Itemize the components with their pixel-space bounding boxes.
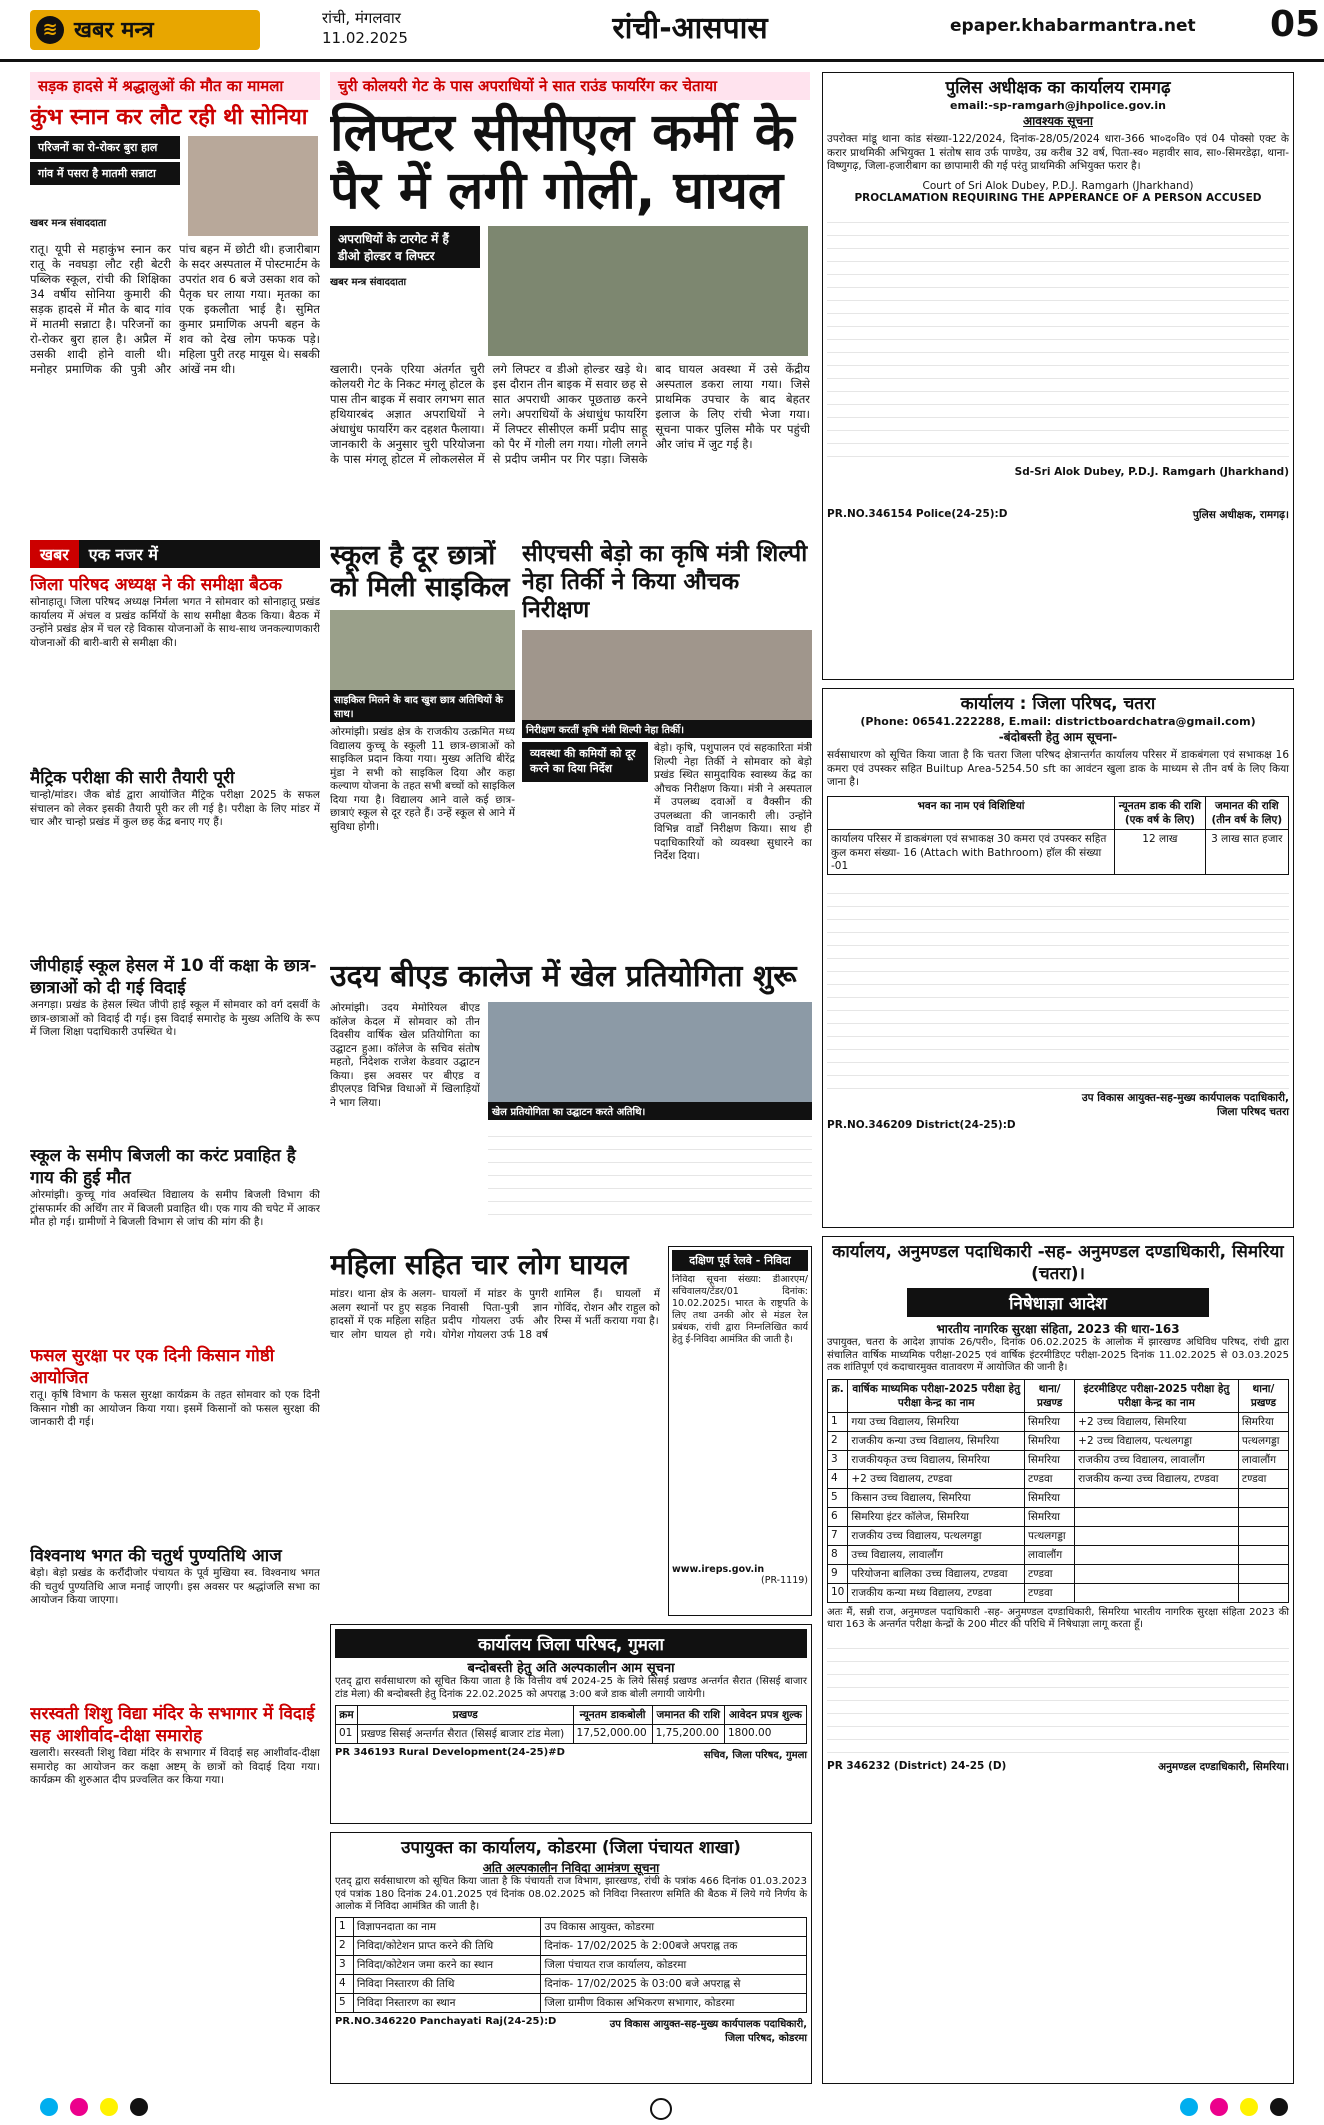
pr-number: PR.NO.346154 Police(24-25):D bbox=[827, 507, 1008, 520]
story-headline: स्कूल है दूर छात्रों को मिली साइकिल bbox=[330, 540, 510, 603]
story-lifter bbox=[330, 72, 810, 532]
table-row bbox=[828, 1431, 1289, 1450]
story-body: रातू। यूपी से महाकुंभ स्नान कर रातू के नवघड़ा लौट रही बेटरी पब्लिक स्कूल, रांची की शिक्षिका 34 वर्षीय सोनिया कुमारी की सड़क हादसे में मौत के बाद गांव में मातमी सन्नाटा है। परिजनों का रो-रोकर बुरा हाल है। अप्रैल में उसकी शादी होने वाली थी। मनोहर प्रमाणिक की पुत्री और पांच बहन में छोटी थी। हजारीबाग के सदर अस्पताल में पोस्टमार्टम के उपरांत शव 6 बजे उसका शव को पैतृक घर लाया गया। मृतका का एक इकलौता भाई है। सुमित कुमार प्रमाणिक अपनी बहन के शव को देख लोग फफक पड़े। महिला पुरी तरह मायूस थे। सबकी आंखें नम थी। bbox=[30, 242, 320, 376]
table-cell: 4 bbox=[828, 1469, 848, 1488]
ad-body: निविदा सूचना संख्या: डीआरएम/सचिवालय/टेंडर/01 दिनांक: 10.02.2025। भारत के राष्ट्रपति के लिए तथा उनकी ओर से मंडल रेल प्रबंधक, रांची द्वारा निम्नलिखित कार्य हेतु ई-निविदा आमंत्रित की जाती है। bbox=[672, 1274, 808, 1345]
text-block bbox=[488, 1124, 812, 1224]
table-cell: 17,52,000.00 bbox=[573, 1725, 652, 1744]
table-cell bbox=[1238, 1507, 1288, 1526]
news-briefs bbox=[30, 540, 320, 2080]
col-header: जमानत की राशि (तीन वर्ष के लिए) bbox=[1205, 796, 1288, 829]
table-cell bbox=[1238, 1564, 1288, 1583]
story-headline: सीएचसी बेड़ो का कृषि मंत्री शिल्पी नेहा तिर्की ने किया औचक निरीक्षण bbox=[522, 541, 808, 623]
table-row bbox=[828, 1583, 1289, 1602]
table-cell bbox=[1075, 1488, 1239, 1507]
table-cell: निविदा/कोटेशन जमा करने का स्थान bbox=[353, 1955, 541, 1974]
story-body: ओरमांझी। उदय मेमोरियल बीएड कॉलेज केदल में सोमवार को तीन दिवसीय वार्षिक खेल प्रतियोगिता का उद्घाटन हुआ। कॉलेज के सचिव संतोष महतो, निदेशक राजेश केडवार उद्घाटन किया। इस अवसर पर बीएड व डीएलएड विभिन्न विधाओं में खिलाड़ियों ने भाग लिया। bbox=[330, 1002, 480, 1109]
brief-headline: मैट्रिक परीक्षा की सारी तैयारी पूरी bbox=[30, 768, 235, 788]
yellow-dot bbox=[1240, 2098, 1258, 2116]
brief-body: सोनाहातू। जिला परिषद अध्यक्ष निर्मला भगत ने सोमवार को सोनाहातू प्रखंड कार्यालय में अंचल व प्रखंड कर्मियों के साथ समीक्षा बैठक किया। बैठक में उन्होंने प्रखंड क्षेत्र में चल रहे विकास योजनाओं के साथ-साथ जनकल्याणकारी योजनाओं की बारी-बारी से समीक्षा की। bbox=[30, 596, 320, 649]
brief-headline: जीपीहाई स्कूल हेसल में 10 वीं कक्षा के छात्र-छात्राओं को दी गई विदाई bbox=[30, 956, 317, 998]
pr-number: PR 346193 Rural Development(24-25)#D bbox=[335, 1747, 565, 1758]
ad-law: भारतीय नागरिक सुरक्षा संहिता, 2023 की धारा-163 bbox=[936, 1322, 1180, 1336]
brief-headline: सरस्वती शिशु विद्या मंदिर के सभागार में विदाई सह आशीर्वाद-दीक्षा समारोह bbox=[30, 1704, 315, 1746]
table-cell: 8 bbox=[828, 1545, 848, 1564]
table-cell: 4 bbox=[336, 1974, 354, 1993]
table-cell: गया उच्च विद्यालय, सिमरिया bbox=[848, 1412, 1025, 1431]
brief-headline: स्कूल के समीप बिजली का करंट प्रवाहित है गाय की हुई मौत bbox=[30, 1146, 296, 1188]
photo-caption: खेल प्रतियोगिता का उद्घाटन करते अतिथि। bbox=[488, 1102, 812, 1120]
col-header: आवेदन प्रपत्र शुल्क bbox=[724, 1706, 806, 1725]
ad-table bbox=[335, 1705, 807, 1744]
ad-title: कार्यालय जिला परिषद, गुमला bbox=[335, 1629, 807, 1658]
table-cell: सिमरिया bbox=[1238, 1412, 1288, 1431]
col-header: भवन का नाम एवं विशिष्टियां bbox=[828, 796, 1115, 829]
section-title: रांची-आसपास bbox=[612, 11, 768, 46]
table-row bbox=[336, 1974, 807, 1993]
brief-headline: विश्वनाथ भगत की चतुर्थ पुण्यतिथि आज bbox=[30, 1546, 282, 1566]
table-cell: राजकीय कन्या मध्य विद्यालय, टण्डवा bbox=[848, 1583, 1025, 1602]
ad-table bbox=[335, 1917, 807, 2013]
story-body: ओरमांझी। प्रखंड क्षेत्र के राजकीय उत्क्रमित मध्य विद्यालय कुच्चू के स्कूली 11 छात्र-छात्राओं को साइकिल प्रदान किया गया। मुख्य अतिथि बीरेंद्र मुंडा ने सभी को साइकिल दिया और कहा कल्याण योजना के तहत सभी बच्चों को साइकिल दिया गया है। विद्यालय आने वाले कई छात्र-छात्राएं स्कूल से दूर रहते हैं। उन्हें स्कूल से आने में सुविधा होगी। bbox=[330, 726, 515, 833]
ad-body: उपायुक्त, चतरा के आदेश ज्ञापांक 26/परी०, दिनांक 06.02.2025 के आलोक में झारखण्ड अधिविध परिषद, रांची द्वारा संचालित वार्षिक माध्यमिक परीक्षा-2025 एवं वार्षिक इंटरमीडिएट परीक्षा-2025 दिनांक 11.02.2025 से 03.03.2025 तक शांतिपूर्ण एवं कदाचारमुक्त वातावरण में आयोजित की जानी है। bbox=[827, 1337, 1289, 1373]
ad-railway-tender bbox=[668, 1246, 812, 1616]
table-cell: कार्यालय परिसर में डाकबंगला एवं सभाकक्ष 30 कमरा एवं उपस्कर सहित कुल कमरा संख्या- 16 (Attach with Bathroom) हॉल की संख्या -01 bbox=[828, 829, 1115, 874]
table-cell: 1 bbox=[828, 1412, 848, 1431]
ad-subtitle: बन्दोबस्ती हेतु अति अल्पकालीन आम सूचना bbox=[467, 1661, 675, 1676]
table-cell bbox=[1238, 1526, 1288, 1545]
ad-signer: सचिव, जिला परिषद, गुमला bbox=[703, 1750, 807, 1761]
table-cell: प्रखण्ड सिसई अन्तर्गत सैरात (सिसई बाजार टांड मेला) bbox=[357, 1725, 573, 1744]
col-header: इंटरमीडिएट परीक्षा-2025 परीक्षा हेतु परीक्षा केन्द्र का नाम bbox=[1075, 1379, 1239, 1412]
ad-order: निषेधाज्ञा आदेश bbox=[907, 1288, 1209, 1317]
story-headline: लिफ्टर सीसीएल कर्मी के पैर में लगी गोली, घायल bbox=[330, 103, 795, 221]
story-body: खलारी। एनके एरिया अंतर्गत चुरी कोलयरी गेट के निकट मंगलू होटल के पास तीन बाइक में सवार लगभग सात हथियारबंद अज्ञात अपराधियों ने अंधाधुंध फायरिंग कर दहशत फैलाया। जानकारी के अनुसार चुरी परियोजना के पास मंगलू होटल में लोकलसेल में लगे लिफ्टर व डीओ होल्डर खड़े थे। इस दौरान तीन बाइक में सवार छह से सात अपराधी आकर पूछताछ करने लगे। अपराधियों के अंधाधुंध फायरिंग में लिफ्टर सीसीएल कर्मी प्रदीप साहू को पैर में गोली लग गया। गोली लगने से प्रदीप जमीन पर गिर पड़ा। जिसके बाद घायल अवस्था में उसे केंद्रीय अस्पताल डकरा लाया गया। जिसे प्राथमिक उपचार के बाद बेहतर इलाज के लिए रांची भेजा गया। सूचना पाकर पुलिस मौके पर पहुंची और जांच में जुट गई है। bbox=[330, 362, 810, 466]
table-cell: राजकीय कन्या उच्च विद्यालय, सिमरिया bbox=[848, 1431, 1025, 1450]
ad-text-block bbox=[827, 1636, 1289, 1756]
story-kicker: व्यवस्था की कमियों को दूर करने का दिया निर्देश bbox=[522, 742, 648, 782]
pr-number: PR.NO.346220 Panchayati Raj(24-25):D bbox=[335, 2015, 557, 2027]
story-bed-college bbox=[330, 958, 812, 1238]
cyan-dot bbox=[40, 2098, 58, 2116]
table-cell: 1,75,200.00 bbox=[652, 1725, 724, 1744]
footer-registration-marks bbox=[0, 2090, 1324, 2125]
table-cell: उच्च विद्यालय, लावालौंग bbox=[848, 1545, 1025, 1564]
dateline bbox=[322, 8, 462, 48]
table-cell: 3 bbox=[828, 1450, 848, 1469]
ad-email[interactable]: email:-sp-ramgarh@jhpolice.gov.in bbox=[950, 99, 1166, 112]
ad-koderma bbox=[330, 1832, 812, 2084]
table-cell: टण्डवा bbox=[1238, 1469, 1288, 1488]
story-body: बेड़ो। कृषि, पशुपालन एवं सहकारिता मंत्री शिल्पी नेहा तिर्की ने सोमवार को बेड़ो प्रखंड स्थित सामुदायिक स्वास्थ्य केंद्र का औचक निरीक्षण किया। मंत्री ने अस्पताल में उपलब्ध दवाओं व वैक्सीन की उपलब्धता की जानकारी ली। उन्होंने विभिन्न वार्डों निरीक्षण किया। साथ ही पदाधिकारियों को व्यवस्था सुधारने का निर्देश दिया। bbox=[654, 742, 812, 862]
table-cell: टण्डवा bbox=[1025, 1469, 1075, 1488]
table-cell: 01 bbox=[336, 1725, 358, 1744]
black-dot bbox=[1270, 2098, 1288, 2116]
table-cell: 10 bbox=[828, 1583, 848, 1602]
story-headline: महिला सहित चार लोग घायल bbox=[330, 1248, 629, 1281]
ad-table bbox=[827, 1379, 1289, 1603]
table-cell: 5 bbox=[336, 1993, 354, 2012]
story-soniya bbox=[30, 72, 320, 532]
table-row bbox=[828, 1545, 1289, 1564]
brief-headline: फसल सुरक्षा पर एक दिनी किसान गोष्ठी आयोजित bbox=[30, 1346, 275, 1388]
photo-caption: साइकिल मिलने के बाद खुश छात्र अतिथियों के साथ। bbox=[330, 690, 515, 722]
table-cell: राजकीय उच्च विद्यालय, लावालौंग bbox=[1075, 1450, 1239, 1469]
black-dot bbox=[130, 2098, 148, 2116]
date: 11.02.2025 bbox=[322, 29, 408, 47]
table-cell: टण्डवा bbox=[1025, 1583, 1075, 1602]
site-url[interactable]: epaper.khabarmantra.net bbox=[950, 16, 1196, 36]
table-cell: सिमरिया bbox=[1025, 1488, 1075, 1507]
table-row bbox=[336, 1936, 807, 1955]
table-cell: किसान उच्च विद्यालय, सिमरिया bbox=[848, 1488, 1025, 1507]
table-cell: सिमरिया bbox=[1025, 1412, 1075, 1431]
table-cell bbox=[1075, 1526, 1239, 1545]
ad-table bbox=[827, 796, 1289, 875]
col-header: प्रखण्ड bbox=[357, 1706, 573, 1725]
ad-title: पुलिस अधीक्षक का कार्यालय रामगढ़ bbox=[945, 78, 1171, 98]
story-photo bbox=[522, 630, 812, 720]
col-header: क्रम bbox=[336, 1706, 358, 1725]
table-row bbox=[828, 1412, 1289, 1431]
table-cell: 9 bbox=[828, 1564, 848, 1583]
table-cell: राजकीय उच्च विद्यालय, पत्थलगड्डा bbox=[848, 1526, 1025, 1545]
col-header: थाना/प्रखण्ड bbox=[1025, 1379, 1075, 1412]
table-cell: +2 उच्च विद्यालय, पत्थलगड्डा bbox=[1075, 1431, 1239, 1450]
crosshair-icon bbox=[650, 2098, 672, 2120]
story-photo bbox=[488, 226, 808, 356]
story-cycle bbox=[330, 540, 515, 950]
ad-body: एतद् द्वारा सर्वसाधारण को सूचित किया जाता है कि पंचायती राज विभाग, झारखण्ड, रांची के पत्रांक 466 दिनांक 01.03.2023 एवं पत्रांक 180 दिनांक 24.01.2025 एवं दिनांक 08.02.2025 को निविदा निस्तारण समिति की बैठक में लिये गये निर्णय के आलोक में निविदा आमंत्रित की जाती है। bbox=[335, 1876, 807, 1912]
court: Court of Sri Alok Dubey, P.D.J. Ramgarh (Jharkhand) bbox=[922, 179, 1194, 192]
col-header: वार्षिक माध्यमिक परीक्षा-2025 परीक्षा हेतु परीक्षा केन्द्र का नाम bbox=[848, 1379, 1025, 1412]
table-cell bbox=[1238, 1545, 1288, 1564]
pr-number: (PR-1119) bbox=[761, 1575, 808, 1586]
story-photo bbox=[488, 1002, 812, 1102]
table-cell: टण्डवा bbox=[1025, 1564, 1075, 1583]
masthead bbox=[0, 0, 1324, 62]
table-cell: 1 bbox=[336, 1917, 354, 1936]
ad-notice: -बंदोबस्ती हेतु आम सूचना- bbox=[998, 730, 1118, 744]
ad-subtitle: अति अल्पकालीन निविदा आमंत्रण सूचना bbox=[482, 1861, 660, 1875]
table-cell: सिमरिया इंटर कॉलेज, सिमरिया bbox=[848, 1507, 1025, 1526]
brief-box: खबर bbox=[30, 540, 79, 568]
story-photo bbox=[330, 610, 515, 690]
table-cell: 2 bbox=[336, 1936, 354, 1955]
table-cell: 3 लाख सात हजार bbox=[1205, 829, 1288, 874]
brief-body: ओरमांझी। कुच्चू गांव अवस्थित विद्यालय के समीप बिजली विभाग की ट्रांसफार्मर की अर्थिंग तार में बिजली प्रवाहित थी। एक गाय की चपेट में आकर मौत हो गई। ग्रामीणों ने बिजली विभाग से जांच की मांग की है। bbox=[30, 1189, 320, 1228]
ad-title: दक्षिण पूर्व रेलवे - निविदा bbox=[672, 1250, 808, 1271]
ad-text-block bbox=[827, 881, 1289, 1091]
story-strip: चुरी कोलयरी गेट के पास अपराधियों ने सात राउंड फायरिंग कर चेताया bbox=[330, 72, 810, 100]
table-cell: विज्ञापनदाता का नाम bbox=[353, 1917, 541, 1936]
table-cell: जिला ग्रामीण विकास अभिकरण सभागार, कोडरमा bbox=[541, 1993, 807, 2012]
table-cell: सिमरिया bbox=[1025, 1431, 1075, 1450]
ad-title: कार्यालय : जिला परिषद, चतरा bbox=[960, 694, 1156, 714]
photo-caption: निरीक्षण करतीं कृषि मंत्री शिल्पी नेहा तिर्की। bbox=[522, 720, 812, 738]
table-cell: निविदा निस्तारण का स्थान bbox=[353, 1993, 541, 2012]
table-cell: परियोजना बालिका उच्च विद्यालय, टण्डवा bbox=[848, 1564, 1025, 1583]
table-cell bbox=[1075, 1583, 1239, 1602]
ad-signature: Sd-Sri Alok Dubey, P.D.J. Ramgarh (Jharkhand) bbox=[1014, 465, 1289, 478]
table-cell: लावालौंग bbox=[1238, 1450, 1288, 1469]
ad-title: उपायुक्त का कार्यालय, कोडरमा (जिला पंचायत शाखा) bbox=[401, 1838, 741, 1858]
brief-body: चान्हो/मांडर। जैक बोर्ड द्वारा आयोजित मैट्रिक परीक्षा 2025 के सफल संचालन को लेकर इसकी तैयारी पूरी कर ली गई है। परीक्षा के लिए मांडर में चार और चान्हो प्रखंड में कुल छह केंद्र बनाए गए हैं। bbox=[30, 789, 320, 828]
byline: खबर मन्त्र संवाददाता bbox=[330, 277, 407, 288]
table-cell bbox=[1075, 1564, 1239, 1583]
logo-icon: ≋ bbox=[36, 16, 64, 44]
story-kicker: गांव में पसरा है मातमी सन्नाटा bbox=[30, 162, 180, 185]
table-cell: पत्थलगड्डा bbox=[1025, 1526, 1075, 1545]
ad-signer: उप विकास आयुक्त-सह-मुख्य कार्यपालक पदाधिकारी, जिला परिषद, कोडरमा bbox=[609, 2018, 807, 2044]
table-cell: +2 उच्च विद्यालय, सिमरिया bbox=[1075, 1412, 1239, 1431]
table-cell: सिमरिया bbox=[1025, 1450, 1075, 1469]
logo[interactable] bbox=[30, 10, 260, 50]
byline: खबर मन्त्र संवाददाता bbox=[30, 218, 107, 229]
ad-title: कार्यालय, अनुमण्डल पदाधिकारी -सह- अनुमण्डल दण्डाधिकारी, सिमरिया (चतरा)। bbox=[832, 1242, 1284, 1284]
city-day: रांची, मंगलवार bbox=[322, 9, 401, 27]
table-cell: निविदा/कोटेशन प्राप्त करने की तिथि bbox=[353, 1936, 541, 1955]
ad-body: उपरोक्त मांडू थाना कांड संख्या-122/2024, दिनांक-28/05/2024 धारा-366 भा०द०वि० एवं 04 पोक्सो एक्ट के करार प्राथमिकी अभियुक्त 1 संतोष साव उर्फ पाण्डेय, उम्र करीब 32 वर्ष, पिता-स्व० महावीर साव, सा०-सिमरडेढ़ा, थाना-विष्णुगढ़, जिला-हजारीबाग का छापामारी की गई परंतु प्राथमिकी अभियुक्त फरार है। bbox=[827, 133, 1289, 172]
col-header: क्र. bbox=[828, 1379, 848, 1412]
ad-signer: पुलिस अधीक्षक, रामगढ़। bbox=[1192, 508, 1289, 521]
ad-ramgarh-police bbox=[822, 72, 1294, 680]
table-row bbox=[828, 1507, 1289, 1526]
story-headline: उदय बीएड कालेज में खेल प्रतियोगिता शुरू bbox=[330, 959, 797, 994]
story-strip: सड़क हादसे में श्रद्धालुओं की मौत का मामला bbox=[30, 72, 320, 100]
table-cell: पत्थलगड्डा bbox=[1238, 1431, 1288, 1450]
story-kicker: परिजनों का रो-रोकर बुरा हाल bbox=[30, 136, 180, 159]
story-body: मांडर। थाना क्षेत्र के अलग-अलग स्थानों पर हुए सड़क हादसों में एक महिला सहित चार लोग घायल हो गये। घायलों में मांडर के पुगरी निवासी पिता-पुत्री ज्ञान प्रदीप गोयलरा उर्फ और योगेश गोयलरा उर्फ 18 वर्ष शामिल हैं। घायलों में गोविंद, रोशन और राहुल को रिम्स में भर्ती कराया गया है। bbox=[330, 1288, 660, 1341]
table-cell: 6 bbox=[828, 1507, 848, 1526]
table-row bbox=[336, 1917, 807, 1936]
story-four-injured bbox=[330, 1246, 660, 1616]
table-row bbox=[828, 1526, 1289, 1545]
brief-body: खलारी। सरस्वती शिशु विद्या मंदिर के सभागार में विदाई सह आशीर्वाद-दीक्षा समारोह का आयोजन कर कक्षा अष्टम्‌ के छात्रों को विदाई दिया गया। कार्यक्रम की शुरुआत दीप प्रज्वलित कर किया गया। bbox=[30, 1747, 320, 1786]
table-cell: +2 उच्च विद्यालय, टण्डवा bbox=[848, 1469, 1025, 1488]
col-header: न्यूनतम डाक की राशि (एक वर्ष के लिए) bbox=[1115, 796, 1206, 829]
pr-number: PR.NO.346209 District(24-25):D bbox=[827, 1118, 1016, 1131]
yellow-dot bbox=[100, 2098, 118, 2116]
col-header: न्यूनतम डाकबोली bbox=[573, 1706, 652, 1725]
logo-text: खबर मन्त्र bbox=[74, 18, 154, 43]
table-cell: लावालौंग bbox=[1025, 1545, 1075, 1564]
col-header: जमानत की राशि bbox=[652, 1706, 724, 1725]
ad-website[interactable]: www.ireps.gov.in bbox=[672, 1564, 765, 1575]
table-row bbox=[828, 1488, 1289, 1507]
brief-body: अनगड़ा। प्रखंड के हेसल स्थित जीपी हाई स्कूल में सोमवार को वर्ग दसवीं के छात्र-छात्राओं को विदाई दी गई। इस विदाई समारोह के मुख्य अतिथि के रूप में जिला शिक्षा पदाधिकारी उपस्थित थे। bbox=[30, 999, 320, 1038]
table-cell: 7 bbox=[828, 1526, 848, 1545]
pr-number: PR 346232 (District) 24-25 (D) bbox=[827, 1759, 1007, 1772]
table-cell bbox=[1075, 1545, 1239, 1564]
table-cell: 12 लाख bbox=[1115, 829, 1206, 874]
ad-text-block bbox=[827, 210, 1289, 460]
ad-contact: (Phone: 06541.222288, E.mail: districtboardchatra@gmail.com) bbox=[860, 715, 1256, 728]
table-cell bbox=[1238, 1488, 1288, 1507]
table-cell: 2 bbox=[828, 1431, 848, 1450]
ad-note: अतः मैं, सन्नी राज, अनुमण्डल पदाधिकारी -सह- अनुमण्डल दण्डाधिकारी, सिमरिया भारतीय नागरिक सुरक्षा संहिता 2023 की धारा 163 के अन्तर्गत परीक्षा केन्द्रों के 200 मीटर की परिधि में निषेधाज्ञा लागू करता हूँ। bbox=[827, 1606, 1289, 1630]
page-number: 05 bbox=[1270, 4, 1321, 45]
table-row bbox=[828, 1469, 1289, 1488]
brief-title: एक नजर में bbox=[88, 545, 158, 564]
ad-notice: आवश्यक सूचना bbox=[1023, 114, 1093, 128]
ad-body: एतद् द्वारा सर्वसाधारण को सूचित किया जाता है कि वित्तीय वर्ष 2024-25 के लिये सिसई प्रखण्ड अन्तर्गत सैरात (सिसई बाजार टांड मेला) की बन्दोबस्ती हेतु दिनांक 22.02.2025 को अपराह्न 3:00 बजे डाक बोली लगायी जायेगी। bbox=[335, 1676, 807, 1700]
table-cell: उप विकास आयुक्त, कोडरमा bbox=[541, 1917, 807, 1936]
table-cell: निविदा निस्तारण की तिथि bbox=[353, 1974, 541, 1993]
ad-chatra-zila-parishad bbox=[822, 688, 1294, 1228]
cyan-dot bbox=[1180, 2098, 1198, 2116]
story-kicker: अपराधियों के टारगेट में हैं डीओ होल्डर व लिफ्टर bbox=[330, 226, 480, 268]
table-cell: 5 bbox=[828, 1488, 848, 1507]
ad-signer: उप विकास आयुक्त-सह-मुख्य कार्यपालक पदाधिकारी, जिला परिषद चतरा bbox=[1081, 1091, 1289, 1118]
table-cell bbox=[1075, 1507, 1239, 1526]
brief-headline: जिला परिषद अध्यक्ष ने की समीक्षा बैठक bbox=[30, 575, 282, 595]
table-cell: राजकीयकृत उच्च विद्यालय, सिमरिया bbox=[848, 1450, 1025, 1469]
table-cell: जिला पंचायत राज कार्यालय, कोडरमा bbox=[541, 1955, 807, 1974]
table-cell: दिनांक- 17/02/2025 के 2:00बजे अपराह्न तक bbox=[541, 1936, 807, 1955]
table-cell: सिमरिया bbox=[1025, 1507, 1075, 1526]
ad-gumla-zila-parishad bbox=[330, 1624, 812, 1824]
ad-body: सर्वसाधारण को सूचित किया जाता है कि चतरा जिला परिषद क्षेत्रान्तर्गत कार्यालय परिसर में डाकबंगला एवं सभाकक्ष 16 कमरा एवं उपस्कर सहित Builtup Area-5254.50 sft का आवंटन खुला डाक के माध्यम से तीन वर्ष के लिए किया जाना है। bbox=[827, 749, 1289, 788]
table-cell: 1800.00 bbox=[724, 1725, 806, 1744]
table-cell: 3 bbox=[336, 1955, 354, 1974]
story-photo bbox=[188, 136, 318, 236]
story-chc bbox=[522, 540, 812, 950]
ad-simaria-prohibitory-order bbox=[822, 1236, 1294, 2084]
magenta-dot bbox=[70, 2098, 88, 2116]
brief-body: बेड़ो। बेड़ो प्रखंड के करौंदीजोर पंचायत के पूर्व मुखिया स्व. विश्वनाथ भगत की चतुर्थ पुण्यतिथि आज मनाई जाएगी। इस अवसर पर श्रद्धांजलि सभा का आयोजन किया जाएगा। bbox=[30, 1567, 320, 1606]
table-row bbox=[828, 1564, 1289, 1583]
table-cell bbox=[1238, 1583, 1288, 1602]
col-header: थाना/प्रखण्ड bbox=[1238, 1379, 1288, 1412]
table-cell: राजकीय कन्या उच्च विद्यालय, टण्डवा bbox=[1075, 1469, 1239, 1488]
ad-signer: अनुमण्डल दण्डाधिकारी, सिमरिया। bbox=[1158, 1760, 1289, 1773]
magenta-dot bbox=[1210, 2098, 1228, 2116]
story-headline: कुंभ स्नान कर लौट रही थी सोनिया bbox=[30, 105, 308, 130]
table-row bbox=[336, 1955, 807, 1974]
table-row bbox=[828, 1450, 1289, 1469]
table-cell: दिनांक- 17/02/2025 के 03:00 बजे अपराह्न से bbox=[541, 1974, 807, 1993]
brief-body: रातू। कृषि विभाग के फसल सुरक्षा कार्यक्रम के तहत सोमवार को एक दिनी किसान गोष्ठी का आयोजन किया गया। इसमें किसानों को फसल सुरक्षा की जानकारी दी गई। bbox=[30, 1389, 320, 1428]
proclamation: PROCLAMATION REQUIRING THE APPERANCE OF A PERSON ACCUSED bbox=[854, 191, 1262, 204]
table-row bbox=[336, 1993, 807, 2012]
